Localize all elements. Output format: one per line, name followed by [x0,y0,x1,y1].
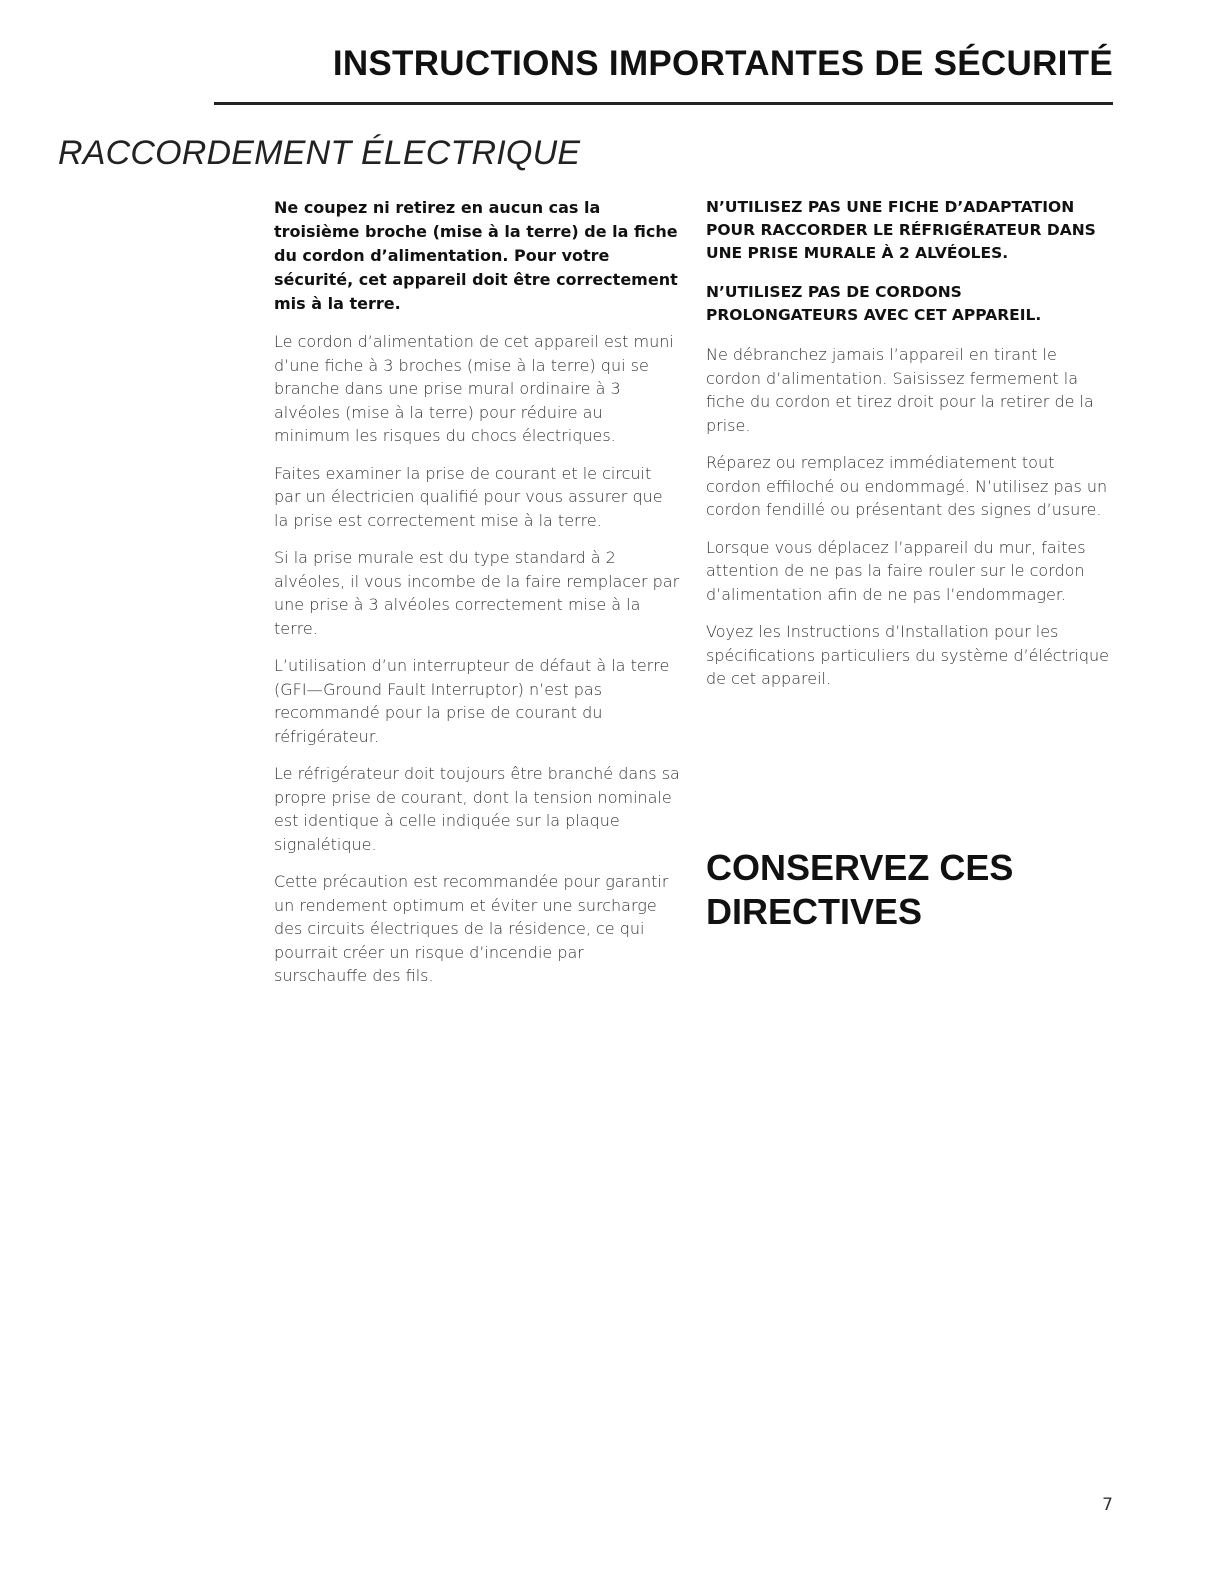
paragraph-unplugging: Ne débranchez jamais l’appareil en tirant le cordon d’alimentation. Saisissez fermement la fiche du cordon et tirez droit pour la retirer de la prise. [706,345,1094,435]
save-instructions-line-2: DIRECTIVES [706,891,923,932]
right-column [706,196,1114,705]
paragraph-damaged-cord: Réparez ou remplacez immédiatement tout cordon effiloché ou endommagé. N’utilisez pas un cordon fendillé ou présentant des signes d’usure. [706,453,1108,519]
paragraph-two-slot-outlet: Si la prise murale est du type standard à 2 alvéoles, il vous incombe de la faire remplacer par une prise à 3 alvéoles correctement mise à la terre. [274,548,680,638]
header-divider [214,102,1113,105]
paragraph-electrician-check: Faites examiner la prise de courant et le circuit par un électricien qualifié pour vous assurer que la prise est correctement mise à la terre. [274,463,663,530]
safety-lead-paragraph: Ne coupez ni retirez en aucun cas la troisième broche (mise à la terre) de la fiche du cordon d’alimentation. Pour votre sécurité, cet appareil doit être correctement mis à la terre. [274,198,678,313]
paragraph-power-cord: Le cordon d’alimentation de cet appareil est muni d’une fiche à 3 broches (mise à la terre) qui se branche dans une prise mural ordinaire à 3 alvéoles (mise à la terre) pour réduire au minimum les risques du chocs électriques. [274,332,674,445]
page-number: 7 [1102,1495,1113,1515]
section-title: RACCORDEMENT ÉLECTRIQUE [58,134,581,172]
save-instructions-notice [706,846,1106,934]
save-instructions-line-1: CONSERVEZ CES [706,847,1014,888]
paragraph-installation-instructions: Voyez les Instructions d’Installation pour les spécifications particuliers du système d’éléctrique de cet appareil. [706,622,1110,688]
paragraph-gfi: L’utilisation d’un interrupteur de défaut à la terre (GFI—Ground Fault Interruptor) n’est pas recommandé pour la prise de courant du réfrigérateur. [274,656,670,746]
paragraph-dedicated-outlet: Le réfrigérateur doit toujours être branché dans sa propre prise de courant, dont la tension nominale est identique à celle indiquée sur la plaque signalétique. [274,764,680,854]
paragraph-moving-appliance: Lorsque vous déplacez l’appareil du mur, faites attention de ne pas la faire rouler sur le cordon d’alimentation afin de ne pas l’endommager. [706,537,1086,604]
paragraph-precaution: Cette précaution est recommandée pour garantir un rendement optimum et éviter une surcharge des circuits électriques de la résidence, ce qui pourrait créer un risque d’incendie par surschauffe des fils. [274,872,669,985]
left-column [274,196,680,1002]
warning-no-extension-cords: N’UTILISEZ PAS DE CORDONS PROLONGATEURS AVEC CET APPAREIL. [706,283,1042,324]
warning-no-adapter: N’UTILISEZ PAS UNE FICHE D’ADAPTATION POUR RACCORDER LE RÉFRIGÉRATEUR DANS UNE PRISE MURALE À 2 ALVÉOLES. [706,198,1096,262]
page-header-title: INSTRUCTIONS IMPORTANTES DE SÉCURITÉ [332,44,1113,83]
